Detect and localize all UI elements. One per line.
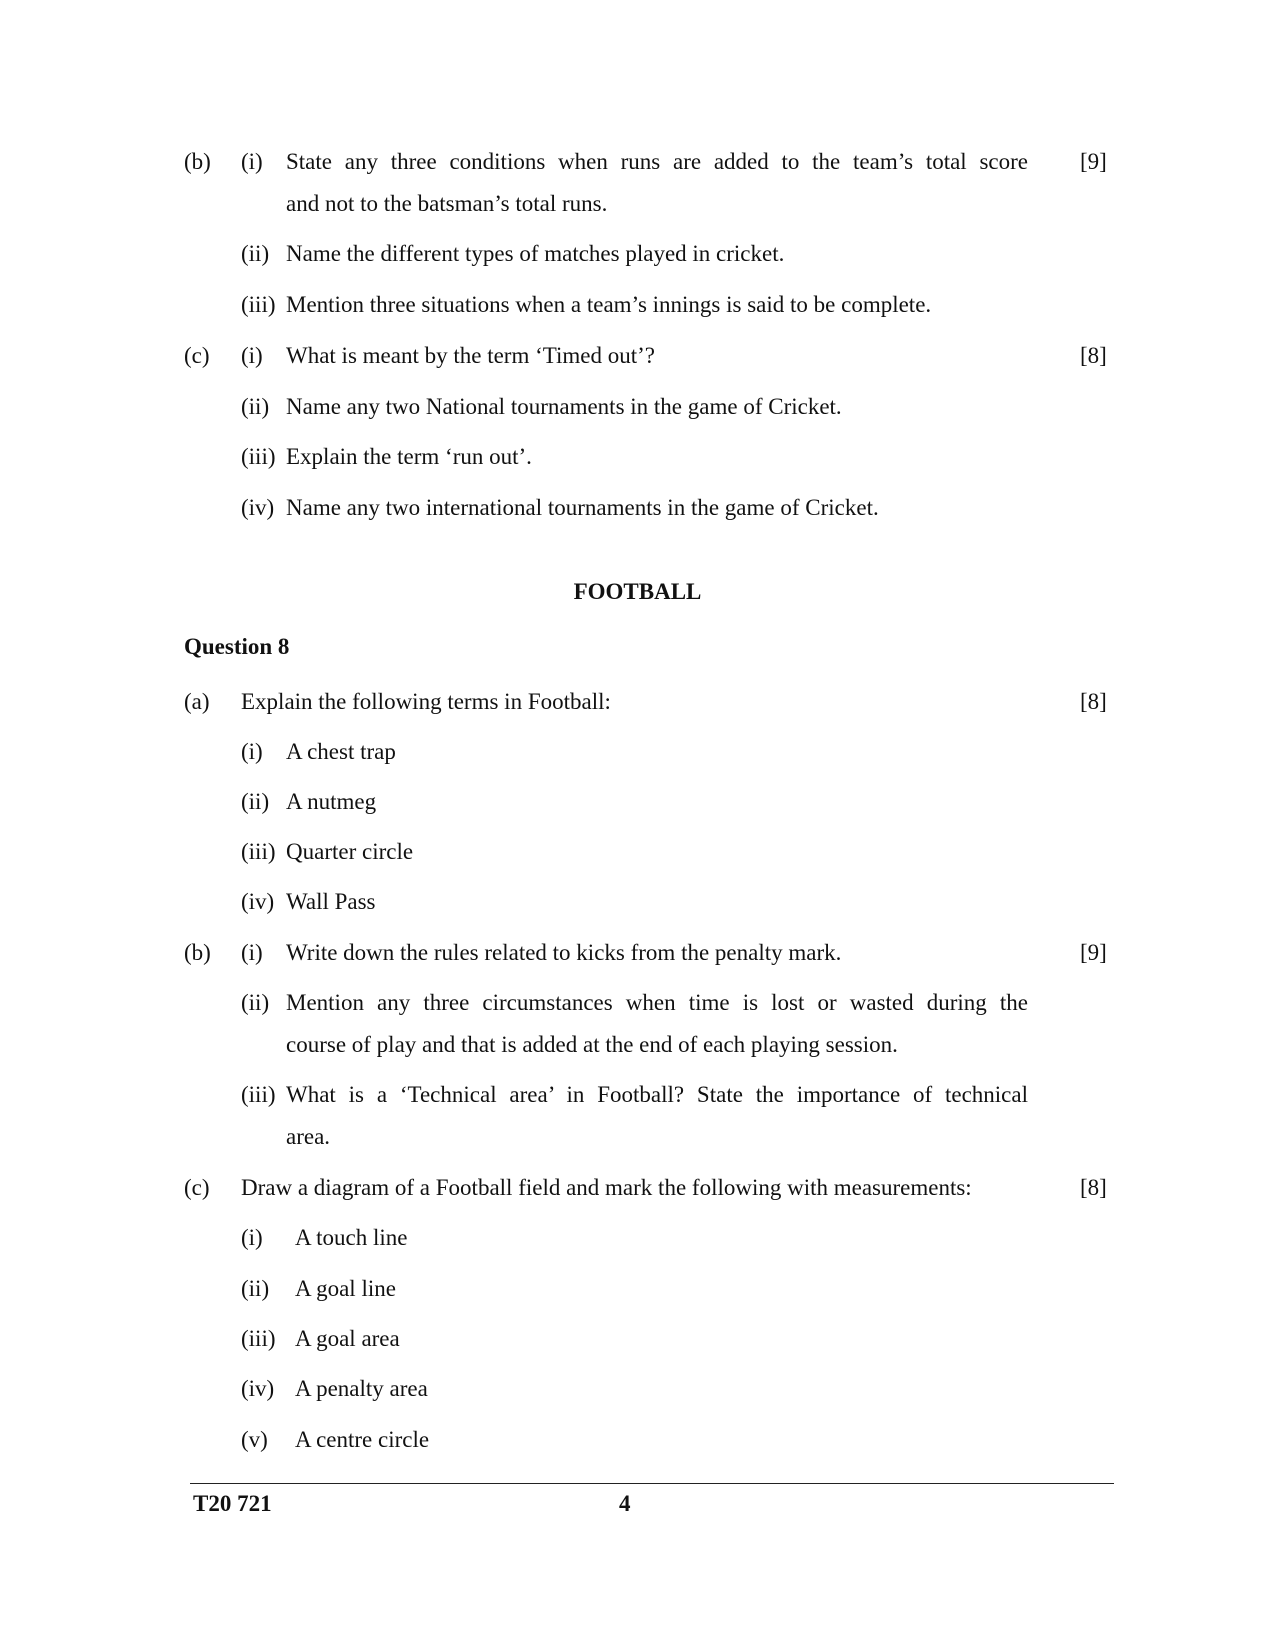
question-text: A penalty area (295, 1376, 428, 1401)
question-text: What is meant by the term ‘Timed out’? (286, 343, 655, 368)
question-text: Write down the rules related to kicks from the penalty mark. (286, 940, 842, 965)
item-number: (ii) (241, 789, 270, 814)
question-text: course of play and that is added at the end of each playing session. (286, 1032, 898, 1057)
item-number: (ii) (241, 1276, 270, 1301)
part-label: (b) (184, 940, 211, 965)
section-heading: FOOTBALL (573, 579, 702, 604)
question-text: A centre circle (295, 1427, 430, 1452)
part-label: (c) (184, 343, 210, 368)
marks-label: [8] (1080, 689, 1107, 714)
question-text: Mention three situations when a team’s innings is said to be complete. (286, 292, 932, 317)
item-number: (iv) (241, 889, 275, 914)
question-text: area. (286, 1124, 331, 1149)
part-label: (b) (184, 149, 211, 174)
item-number: (ii) (241, 241, 270, 266)
item-number: (iii) (241, 1326, 276, 1351)
question-text: Name any two National tournaments in the game of Cricket. (286, 394, 842, 419)
item-number: (i) (241, 940, 263, 965)
question-text: Name the different types of matches played in cricket. (286, 241, 785, 266)
question-text: A touch line (295, 1225, 408, 1250)
part-label: (c) (184, 1175, 210, 1200)
question-title: Question 8 (184, 634, 290, 659)
question-text: Draw a diagram of a Football field and mark the following with measurements: (241, 1175, 972, 1200)
item-number: (i) (241, 343, 263, 368)
footer-rule (190, 1483, 1114, 1484)
question-text: Explain the following terms in Football: (241, 689, 611, 714)
page-number: 4 (619, 1491, 631, 1516)
item-number: (i) (241, 739, 263, 764)
part-label: (a) (184, 689, 210, 714)
item-number: (iii) (241, 292, 276, 317)
marks-label: [8] (1080, 343, 1107, 368)
item-number: (ii) (241, 394, 270, 419)
paper-code: T20 721 (193, 1491, 272, 1516)
marks-label: [8] (1080, 1175, 1107, 1200)
marks-label: [9] (1080, 940, 1107, 965)
question-text: Name any two international tournaments in the game of Cricket. (286, 495, 879, 520)
question-text: State any three conditions when runs are added to the team’s total score (286, 149, 1028, 174)
question-text: Quarter circle (286, 839, 414, 864)
question-text: A nutmeg (286, 789, 377, 814)
question-text: Explain the term ‘run out’. (286, 444, 532, 469)
question-text: A goal line (295, 1276, 396, 1301)
item-number: (i) (241, 149, 263, 174)
item-number: (v) (241, 1427, 268, 1452)
item-number: (iv) (241, 1376, 275, 1401)
item-number: (iii) (241, 1082, 276, 1107)
question-text: Wall Pass (286, 889, 376, 914)
question-text: Mention any three circumstances when time is lost or wasted during the (286, 990, 1028, 1015)
question-text: A chest trap (286, 739, 396, 764)
marks-label: [9] (1080, 149, 1107, 174)
item-number: (ii) (241, 990, 270, 1015)
item-number: (i) (241, 1225, 263, 1250)
item-number: (iv) (241, 495, 275, 520)
item-number: (iii) (241, 839, 276, 864)
question-text: What is a ‘Technical area’ in Football? State the importance of technical (286, 1082, 1028, 1107)
question-text: A goal area (295, 1326, 400, 1351)
question-text: and not to the batsman’s total runs. (286, 191, 608, 216)
item-number: (iii) (241, 444, 276, 469)
